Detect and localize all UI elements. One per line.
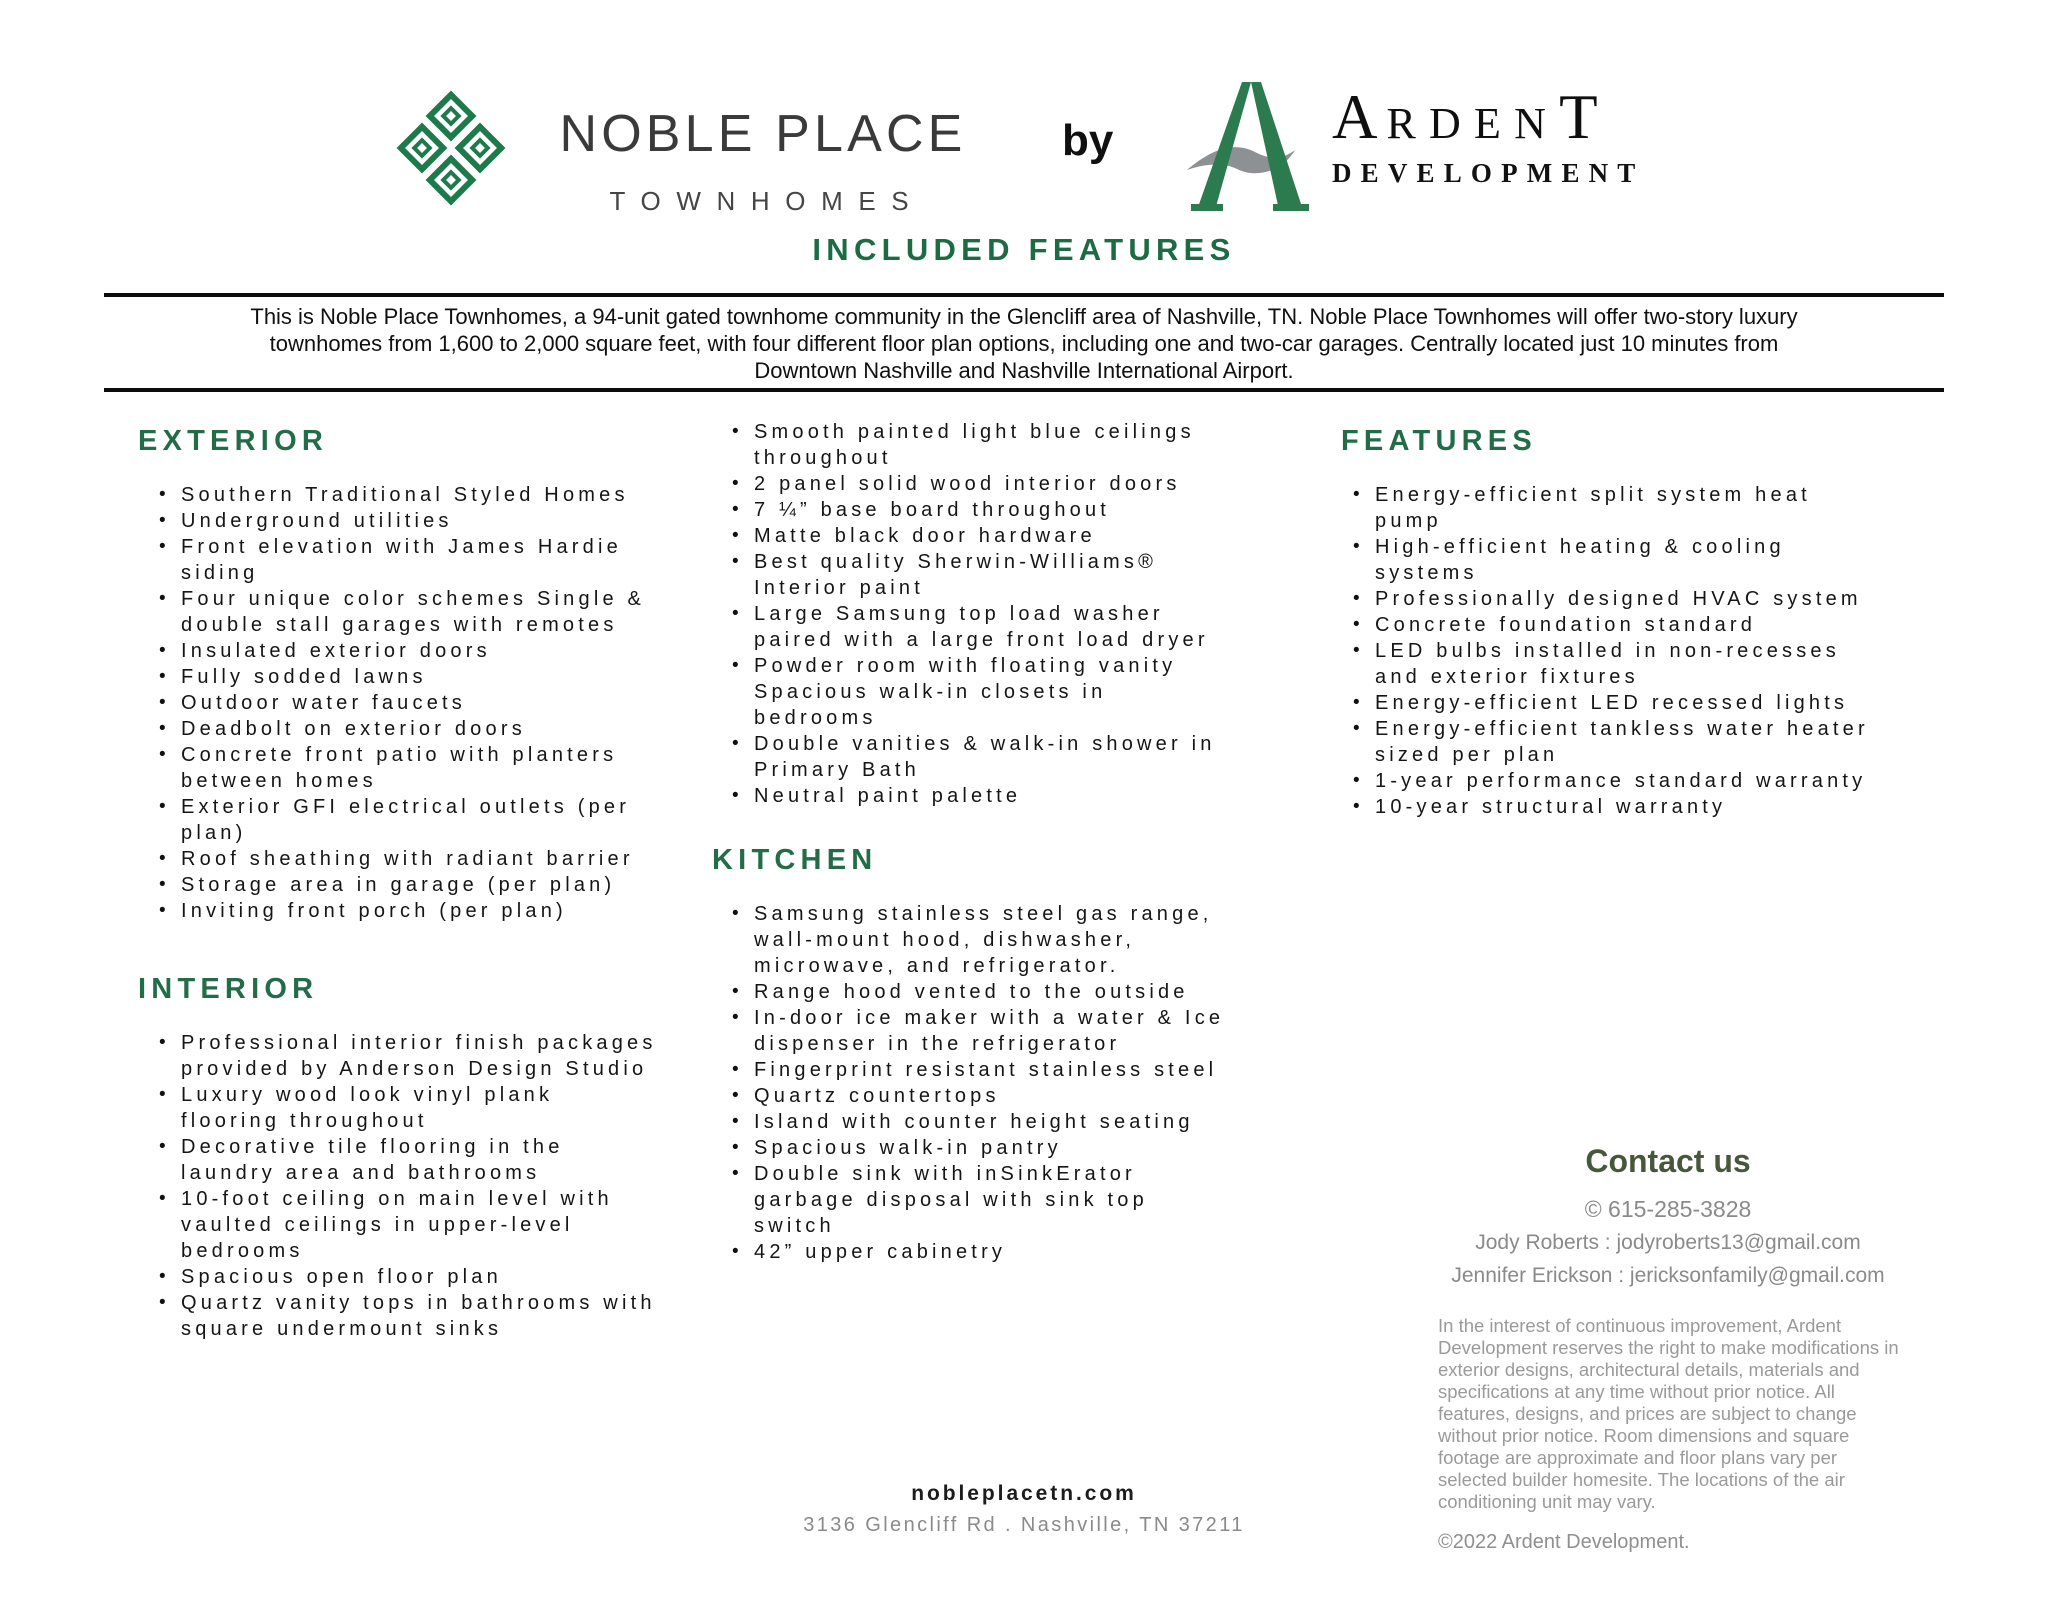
list-item: • 10-year structural warranty <box>1375 794 1886 820</box>
ardent-wordmark-block <box>1332 82 1645 189</box>
intro-paragraph: This is Noble Place Townhomes, a 94-unit gated townhome community in the Glencliff area of Nashville, TN. Noble Place Townhomes will offer two-story luxury townhomes from 1,600 to 2,000 square feet, with four different floor plan options, including one and two-car garages. Centrally located just 10 minutes from Downtown Nashville and Nashville International Airport. <box>250 304 1798 383</box>
list-item: • Front elevation with James Hardie siding <box>181 534 658 586</box>
list-item: • Best quality Sherwin-Williams® Interior paint <box>754 549 1236 601</box>
divider-top <box>104 293 1944 297</box>
list-item: • Professional interior finish packages provided by Anderson Design Studio <box>181 1030 658 1082</box>
list-item: • Professionally designed HVAC system <box>1375 586 1886 612</box>
ardent-letters-rden: RDEN <box>1386 99 1560 148</box>
list-item: • Underground utilities <box>181 508 658 534</box>
list-item: • Range hood vented to the outside <box>754 979 1236 1005</box>
column-left <box>138 424 658 1342</box>
list-item: • Outdoor water faucets <box>181 690 658 716</box>
list-item: • Fully sodded lawns <box>181 664 658 690</box>
list-item: • 42” upper cabinetry <box>754 1239 1236 1265</box>
interior-continued-list <box>712 419 1236 809</box>
exterior-list <box>138 482 658 924</box>
divider-bottom <box>104 388 1944 392</box>
list-item: • 2 panel solid wood interior doors <box>754 471 1236 497</box>
list-item: • 1-year performance standard warranty <box>1375 768 1886 794</box>
ardent-subtitle: DEVELOPMENT <box>1332 158 1645 188</box>
list-item: • Energy-efficient tankless water heater sized per plan <box>1375 716 1886 768</box>
noble-place-logo-icon <box>392 84 510 217</box>
list-item: • Matte black door hardware <box>754 523 1236 549</box>
section-heading-kitchen: KITCHEN <box>712 844 878 876</box>
contact-phone: © 615-285-3828 <box>1584 1196 1752 1222</box>
list-item: • Concrete front patio with planters between homes <box>181 742 658 794</box>
section-heading-exterior: EXTERIOR <box>138 425 329 457</box>
features-list <box>1341 482 1886 820</box>
brand-name: NOBLE PLACE <box>559 105 967 163</box>
list-item: • Powder room with floating vanity Spacious walk-in closets in bedrooms <box>754 653 1236 731</box>
copyright-line: ©2022 Ardent Development. <box>1438 1531 1690 1553</box>
column-middle <box>712 419 1236 1265</box>
list-item: • Deadbolt on exterior doors <box>181 716 658 742</box>
ardent-letter-a: A <box>1332 82 1378 152</box>
list-item: • Luxury wood look vinyl plank flooring throughout <box>181 1082 658 1134</box>
brand-block <box>545 104 981 217</box>
contact-heading: Contact us <box>1585 1143 1751 1179</box>
list-item: • 7 ¼” base board throughout <box>754 497 1236 523</box>
list-item: • Energy-efficient LED recessed lights <box>1375 690 1886 716</box>
list-item: • Large Samsung top load washer paired with a large front load dryer <box>754 601 1236 653</box>
list-item: • 10-foot ceiling on main level with vaulted ceilings in upper-level bedrooms <box>181 1186 658 1264</box>
footer-website: nobleplacetn.com <box>911 1482 1137 1505</box>
list-item: • Smooth painted light blue ceilings throughout <box>754 419 1236 471</box>
list-item: • Storage area in garage (per plan) <box>181 872 658 898</box>
list-item: • Quartz vanity tops in bathrooms with square undermount sinks <box>181 1290 658 1342</box>
list-item: • Roof sheathing with radiant barrier <box>181 846 658 872</box>
list-item: • High-efficient heating & cooling systems <box>1375 534 1886 586</box>
list-item: • Inviting front porch (per plan) <box>181 898 658 924</box>
section-heading-features: FEATURES <box>1341 425 1537 457</box>
list-item: • Four unique color schemes Single & double stall garages with remotes <box>181 586 658 638</box>
list-item: • Exterior GFI electrical outlets (per plan) <box>181 794 658 846</box>
by-label: by <box>1062 116 1114 165</box>
list-item: • Southern Traditional Styled Homes <box>181 482 658 508</box>
list-item: • Quartz countertops <box>754 1083 1236 1109</box>
page-title: INCLUDED FEATURES <box>812 232 1236 267</box>
list-item: • LED bulbs installed in non-recesses and exterior fixtures <box>1375 638 1886 690</box>
list-item: • Concrete foundation standard <box>1375 612 1886 638</box>
section-heading-interior: INTERIOR <box>138 973 319 1005</box>
interior-list <box>138 1030 658 1342</box>
list-item: • Island with counter height seating <box>754 1109 1236 1135</box>
list-item: • Energy-efficient split system heat pump <box>1375 482 1886 534</box>
brand-subtitle: TOWNHOMES <box>609 186 925 216</box>
ardent-wordmark <box>1332 82 1645 152</box>
list-item: • Neutral paint palette <box>754 783 1236 809</box>
list-item: • Insulated exterior doors <box>181 638 658 664</box>
list-item: • Spacious walk-in pantry <box>754 1135 1236 1161</box>
list-item: • Double vanities & walk-in shower in Primary Bath <box>754 731 1236 783</box>
list-item: • Decorative tile flooring in the laundry area and bathrooms <box>181 1134 658 1186</box>
list-item: • Samsung stainless steel gas range, wall-mount hood, dishwasher, microwave, and refrigerator. <box>754 901 1236 979</box>
contact-email: Jody Roberts : jodyroberts13@gmail.com <box>1475 1231 1861 1254</box>
list-item: • Spacious open floor plan <box>181 1264 658 1290</box>
list-item: • Double sink with inSinkErator garbage disposal with sink top switch <box>754 1161 1236 1239</box>
list-item: • In-door ice maker with a water & Ice dispenser in the refrigerator <box>754 1005 1236 1057</box>
legal-disclaimer: In the interest of continuous improvement, Ardent Development reserves the right to make modifications in exterior designs, architectural details, materials and specifications at any time without prior notice. All features, designs, and prices are subject to change without prior notice. Room dimensions and square footage are approximate and floor plans vary per selected builder homesite. The locations of the air conditioning unit may vary. <box>1438 1315 1899 1512</box>
contact-email: Jennifer Erickson : jericksonfamily@gmail.com <box>1451 1264 1885 1287</box>
footer-address: 3136 Glencliff Rd . Nashville, TN 37211 <box>803 1514 1245 1536</box>
column-right <box>1341 424 1886 820</box>
ardent-letter-t: T <box>1559 82 1598 152</box>
footer <box>0 1482 2048 1537</box>
kitchen-list <box>712 901 1236 1265</box>
ardent-logo-icon <box>1185 78 1310 221</box>
list-item: • Fingerprint resistant stainless steel <box>754 1057 1236 1083</box>
